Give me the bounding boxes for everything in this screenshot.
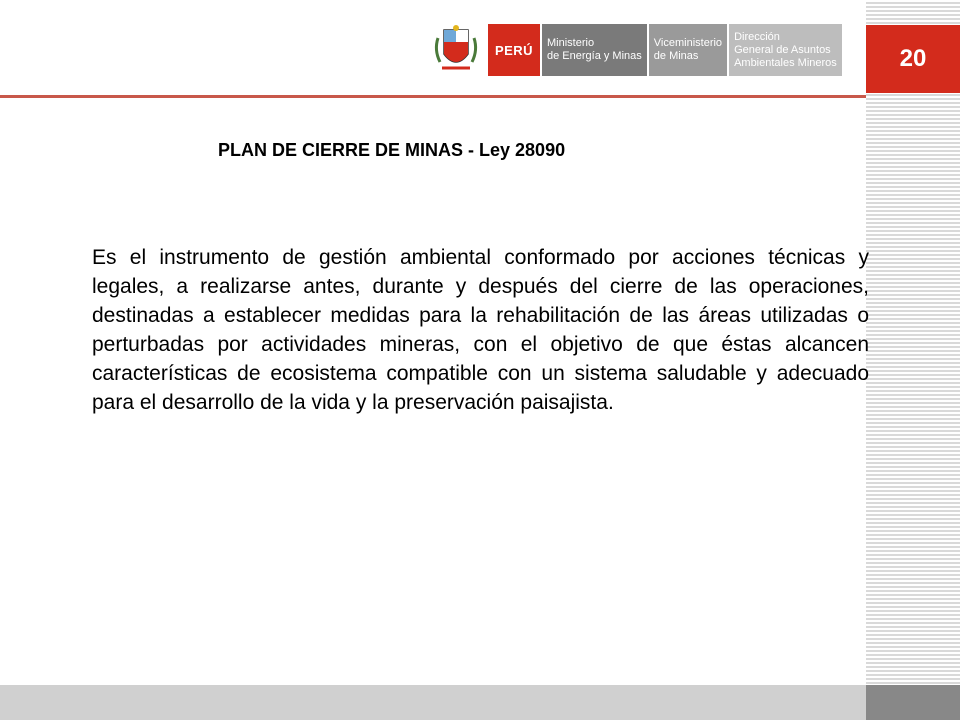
directorate-line2: General de Asuntos xyxy=(734,43,831,56)
ministry-line2: de Energía y Minas xyxy=(547,50,642,62)
peru-logo xyxy=(488,24,540,76)
page-number-box xyxy=(866,25,960,93)
page-number: 20 xyxy=(899,45,927,72)
directorate-line3: Ambientales Mineros xyxy=(734,56,837,69)
coat-of-arms-icon xyxy=(432,24,480,76)
directorate-line1: Dirección xyxy=(734,30,780,43)
viceministry-line2: de Minas xyxy=(653,50,699,62)
header-divider xyxy=(0,95,866,98)
peru-label: PERÚ xyxy=(494,42,534,58)
sidebar-stripes xyxy=(866,0,960,685)
viceministry-logo xyxy=(649,24,727,76)
slide-title: PLAN DE CIERRE DE MINAS - Ley 28090 xyxy=(218,140,566,160)
ministry-logo xyxy=(542,24,647,76)
slide-body: Es el instrumento de gestión ambiental conformado por acciones técnicas y legales, a realizarse antes, durante y después del cierre de las operaciones, destinadas a establecer medidas para la rehabilitación de las áreas utilizadas o perturbadas por actividades mineras, con el objetivo de que éstas alcancen características de ecosistema compatible con un sistema saludable y adecuado para el desarrollo de la vida y la preservación paisajista. xyxy=(92,246,869,414)
ministry-line1: Ministerio xyxy=(547,37,595,49)
footer-bar-corner xyxy=(866,685,960,720)
header-logos xyxy=(432,24,842,76)
directorate-logo xyxy=(729,24,842,76)
footer-bar xyxy=(0,685,866,720)
viceministry-line1: Viceministerio xyxy=(653,37,723,49)
